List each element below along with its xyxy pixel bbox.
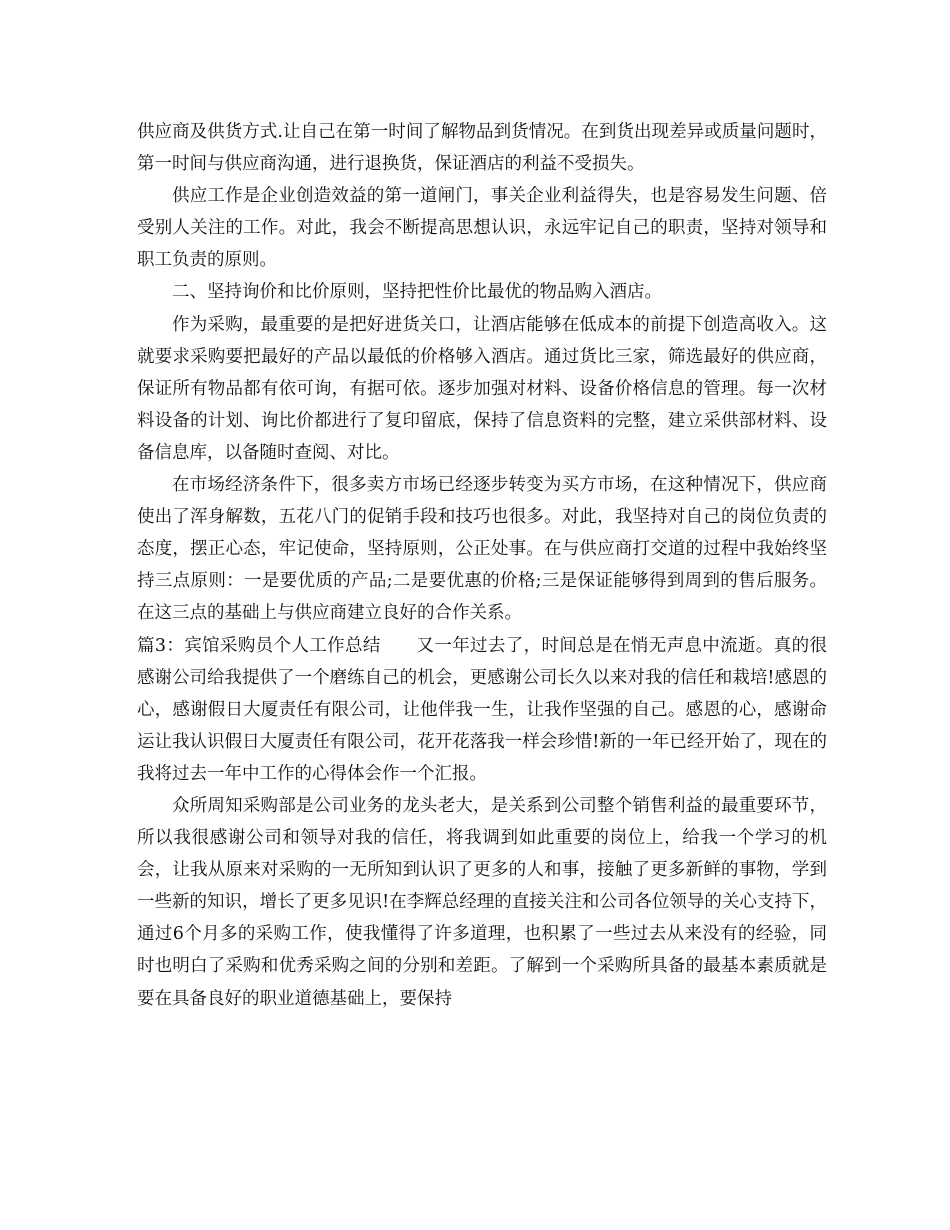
paragraph-supply-work: 供应工作是企业创造效益的第一道闸门，事关企业利益得失，也是容易发生问题、倍受别人关注的工作。对此，我会不断提高思想认识，永远牢记自己的职责，坚持对领导和职工负责的原则。 xyxy=(137,186,827,271)
paragraph-section-heading-pricing: 二、坚持询价和比价原则，坚持把性价比最优的物品购入酒店。 xyxy=(172,282,662,303)
paragraph-purchasing-department: 众所周知采购部是公司业务的龙头老大，是关系到公司整个销售利益的最重要环节，所以我很感谢公司和领导对我的信任，将我调到如此重要的岗位上，给我一个学习的机会，让我从原来对采购的一无所知到认识了更多的人和事，接触了更多新鲜的事物，学到一些新的知识，增长了更多见识!在李辉总经理的直接关注和公司各位领导的关心支持下，通过6个月多的采购工作，使我懂得了许多道理，也积累了一些过去从来没有的经验，同时也明白了采购和优秀采购之间的分别和差距。了解到一个采购所具备的最基本素质就是要在具备良好的职业道德基础上，要保持 xyxy=(137,795,827,1009)
paragraph-purchasing-role: 作为采购，最重要的是把好进货关口，让酒店能够在低成本的前提下创造高收入。这就要求采购要把最好的产品以最低的价格够入酒店。通过货比三家，筛选最好的供应商，保证所有物品都有依可询，有据可依。逐步加强对材料、设备价格信息的管理。每一次材料设备的计划、询比价都进行了复印留底，保持了信息资料的完整，建立采供部材料、设备信息库，以备随时查阅、对比。 xyxy=(137,314,827,463)
paragraph-market-economy: 在市场经济条件下，很多卖方市场已经逐步转变为买方市场，在这种情况下，供应商使出了浑身解数，五花八门的促销手段和技巧也很多。对此，我坚持对自己的岗位负责的态度，摆正心态，牢记使命，坚持原则，公正处事。在与供应商打交道的过程中我始终坚持三点原则：一是要优质的产品;二是要优惠的价格;三是保证能够得到周到的售后服务。在这三点的基础上与供应商建立良好的合作关系。 xyxy=(137,475,827,624)
paragraph-article-3-intro: 篇3：宾馆采购员个人工作总结 又一年过去了，时间总是在悄无声息中流逝。真的很感谢公司给我提供了一个磨练自己的机会，更感谢公司长久以来对我的信任和栽培!感恩的心，感谢假日大厦责任有限公司，让他伴我一生，让我作坚强的自己。感恩的心，感谢命运让我认识假日大厦责任有限公司，花开花落我一样会珍惜!新的一年已经开始了，现在的我将过去一年中工作的心得体会作一个汇报。 xyxy=(137,635,827,784)
document-body xyxy=(137,116,827,1015)
paragraph-supplier-contact: 供应商及供货方式.让自己在第一时间了解物品到货情况。在到货出现差异或质量问题时，第一时间与供应商沟通，进行退换货，保证酒店的利益不受损失。 xyxy=(137,122,827,175)
